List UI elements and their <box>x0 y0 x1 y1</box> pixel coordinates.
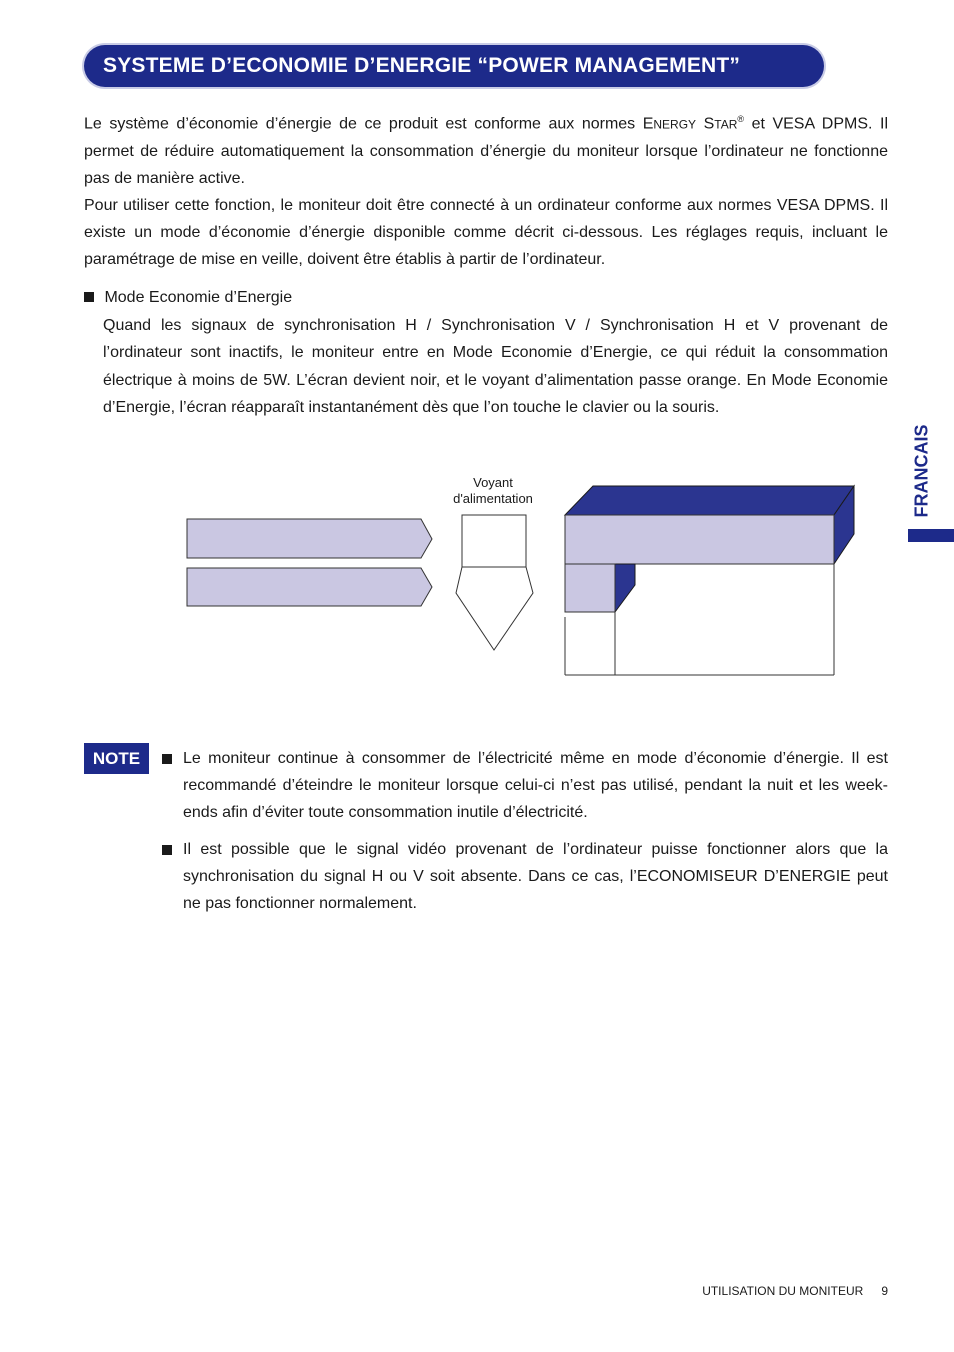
note-item: Le moniteur continue à consommer de l’électricité même en mode d’économie d’énergie. Il est recommandé d’éteindre le moniteur lorsque celui-ci n’est pas utilisé, pendant la nuit et les week-ends afin d’éviter toute consommation inutile d’électricité. <box>162 745 888 826</box>
signal-box-2 <box>187 568 432 606</box>
indicator-box <box>462 515 526 567</box>
note-badge: NOTE <box>84 743 149 774</box>
signal-box-1 <box>187 519 432 558</box>
language-tab: FRANCAIS <box>911 424 932 517</box>
power-management-diagram <box>180 470 880 685</box>
page-footer <box>702 1284 888 1298</box>
indicator-label-line-1: Voyant <box>473 475 513 490</box>
footer-section: UTILISATION DU MONITEUR <box>702 1284 864 1298</box>
page-title: SYSTEME D’ECONOMIE D’ENERGIE “POWER MANAGEMENT” <box>103 54 741 77</box>
mode-heading: Mode Economie d’Energie <box>84 286 292 310</box>
note-item: Il est possible que le signal vidéo provenant de l’ordinateur puisse fonctionner alors que la synchronisation du signal H ou V soit absente. Dans ce cas, l’ECONOMISEUR D’ENERGIE peut ne pas fonctionner normalement. <box>162 836 888 917</box>
block-top-face <box>565 486 854 515</box>
block-front-face <box>565 515 834 564</box>
intro-paragraph-1: Le système d’économie d’énergie de ce produit est conforme aux normes ENERGY STAR® et VESA DPMS. Il permet de réduire automatiquement la consommation d’énergie du moniteur lorsque l’ordinateur ne fonctionne pas de manière active. <box>84 114 889 188</box>
indicator-label-line-2: d'alimentation <box>453 491 533 506</box>
down-arrow-icon <box>456 567 533 650</box>
small-block-side <box>615 564 635 612</box>
page-number: 9 <box>881 1284 888 1298</box>
intro-paragraph-2: Pour utiliser cette fonction, le moniteur doit être connecté à un ordinateur conforme aux normes VESA DPMS. Il existe un mode d’économie d’énergie disponible comme décrit ci-dessous. Les réglages requis, incluant le paramétrage de mise en veille, doivent être établis à partir de l’ordinateur. <box>84 197 888 269</box>
bullet-square-icon <box>162 754 172 764</box>
bullet-square-icon <box>162 845 172 855</box>
intro-text <box>84 106 888 273</box>
small-block-front <box>565 564 615 612</box>
bullet-square-icon <box>84 292 94 302</box>
language-tab-bar <box>908 529 954 542</box>
mode-description: Quand les signaux de synchronisation H / Synchronisation V / Synchronisation H et V provenant de l’ordinateur sont inactifs, le moniteur entre en Mode Economie d’Energie, ce qui réduit la consommation électrique à moins de 5W. L’écran devient noir, et le voyant d’alimentation passe orange. En Mode Economie d’Energie, l’écran réapparaît instantanément dès que l’on touche le clavier ou la souris. <box>103 317 888 416</box>
